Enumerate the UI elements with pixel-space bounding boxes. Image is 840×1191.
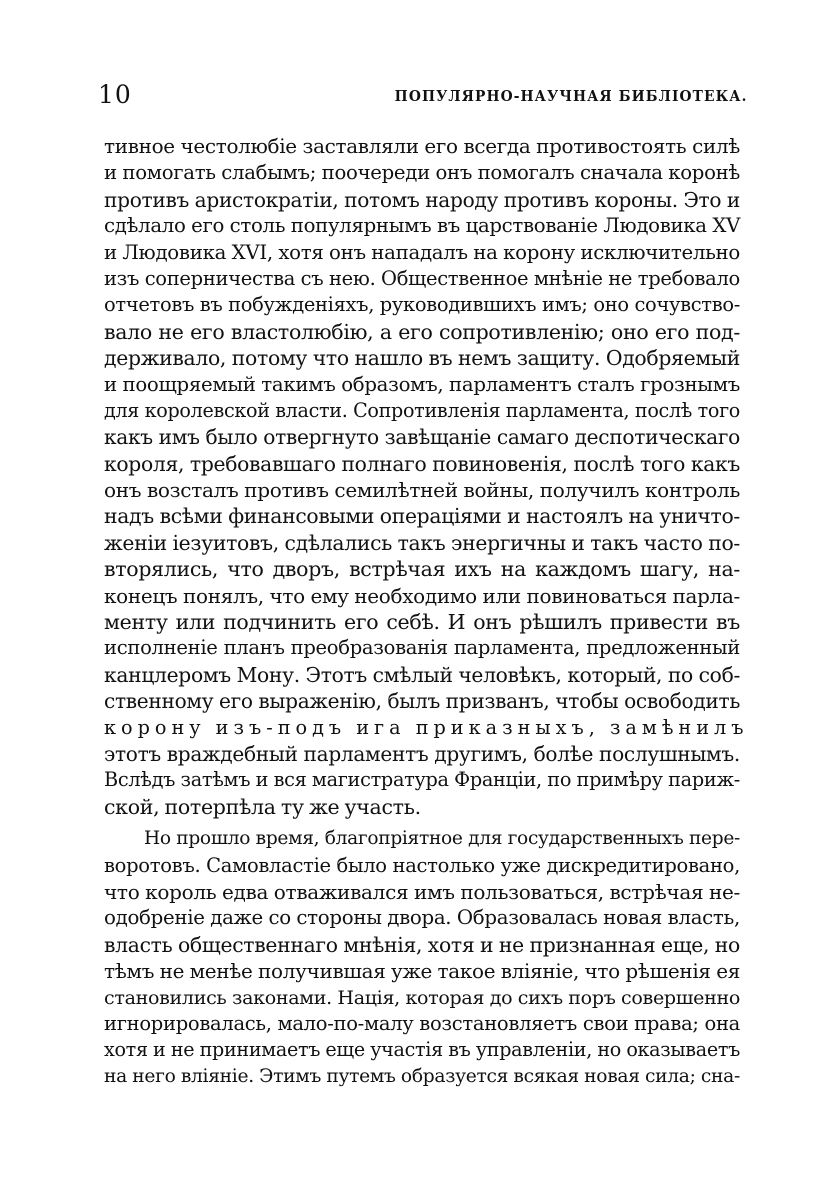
text-line: ственному его выраженію, былъ призванъ, чтобы освободить (104, 689, 740, 714)
body-text (104, 134, 749, 1090)
text-line: изъ соперничества съ нею. Общественное мнѣніе не требовало (104, 266, 740, 290)
text-line-spaced: корону изъ-подъ ига приказныхъ, замѣнилъ (104, 715, 749, 739)
text-line: менту или подчинить его себѣ. И онъ рѣшилъ привести въ (104, 610, 740, 635)
text-line: какъ имъ было отвергнуто завѣщаніе самаго деспотическаго (104, 425, 740, 450)
page-number: 10 (98, 80, 132, 109)
text-line: и Людовика XVI, хотя онъ нападалъ на корону исключительно (104, 240, 740, 264)
text-line: власть общественнаго мнѣнія, хотя и не признанная еще, но (104, 932, 740, 957)
text-line: женіи іезуитовъ, сдѣлались такъ энергичны и такъ часто по- (104, 530, 740, 555)
text-line: Вслѣдъ затѣмъ и вся магистратура Франціи, по примѣру париж- (104, 768, 740, 792)
text-line: становились законами. Нація, которая до сихъ поръ совершенно (104, 986, 740, 1009)
text-line: игнорировалась, мало-по-малу возстановляетъ свои права; она (104, 1011, 740, 1035)
text-line: воротовъ. Самовластіе было настолько уже дискредитировано, (104, 853, 740, 877)
text-line: канцлеромъ Мону. Этотъ смѣлый человѣкъ, который, по соб- (104, 662, 740, 687)
text-line: Но прошло время, благопріятное для государственныхъ пере- (144, 828, 740, 850)
text-line: хотя и не принимаетъ еще участія въ управленіи, но оказываетъ (104, 1038, 740, 1062)
text-line: одобреніе даже со стороны двора. Образовалась новая власть, (104, 906, 740, 930)
text-line: и помогать слабымъ; поочереди онъ помогалъ сначала коронѣ (104, 161, 740, 185)
text-line: тѣмъ не менѣе получившая уже такое вліяніе, что рѣшенія ея (104, 959, 740, 984)
text-line: на него вліяніе. Этимъ путемъ образуется всякая новая сила; сна- (104, 1065, 740, 1087)
text-line: этотъ враждебный парламентъ другимъ, болѣе послушнымъ. (104, 741, 740, 766)
page-header (98, 80, 748, 110)
text-line: ской, потерпѣла ту же участь. (104, 794, 421, 819)
text-line: короля, требовавшаго полнаго повиновенія, послѣ того какъ (104, 451, 740, 476)
text-line: исполненіе планъ преобразованія парламента, предложенный (104, 636, 740, 660)
text-line: и поощряемый такимъ образомъ, парламентъ сталъ грознымъ (104, 372, 740, 396)
text-line: вало не его властолюбію, а его сопротивленію; оно его под- (104, 319, 740, 344)
text-line: что король едва отваживался имъ пользоваться, встрѣчая не- (104, 879, 740, 904)
text-line: онъ возсталъ противъ семилѣтней войны, получилъ контроль (104, 478, 740, 503)
running-head: ПОПУЛЯРНО-НАУЧНАЯ БИБЛІОТЕКА. (395, 87, 748, 105)
paragraph-1 (104, 134, 749, 820)
paragraph-2 (104, 826, 740, 1090)
text-line: сдѣлало его столь популярнымъ въ царствованіе Людовика XV (104, 214, 740, 238)
text-line: для королевской власти. Сопротивленія парламента, послѣ того (104, 398, 740, 422)
text-line: надъ всѣми финансовыми операціями и настоялъ на уничто- (104, 504, 740, 529)
text-line: конецъ понялъ, что ему необходимо или повиноваться парла- (104, 583, 740, 608)
text-line: отчетовъ въ побужденіяхъ, руководившихъ имъ; оно сочувство- (104, 293, 740, 317)
text-line: противъ аристократіи, потомъ народу противъ короны. Это и (104, 187, 740, 212)
text-line: тивное честолюбіе заставляли его всегда противостоять силѣ (104, 135, 740, 158)
text-line: вторялись, что дворъ, встрѣчая ихъ на каждомъ шагу, на- (104, 557, 740, 582)
text-line: держивало, потому что нашло въ немъ защиту. Одобряемый (104, 346, 740, 371)
